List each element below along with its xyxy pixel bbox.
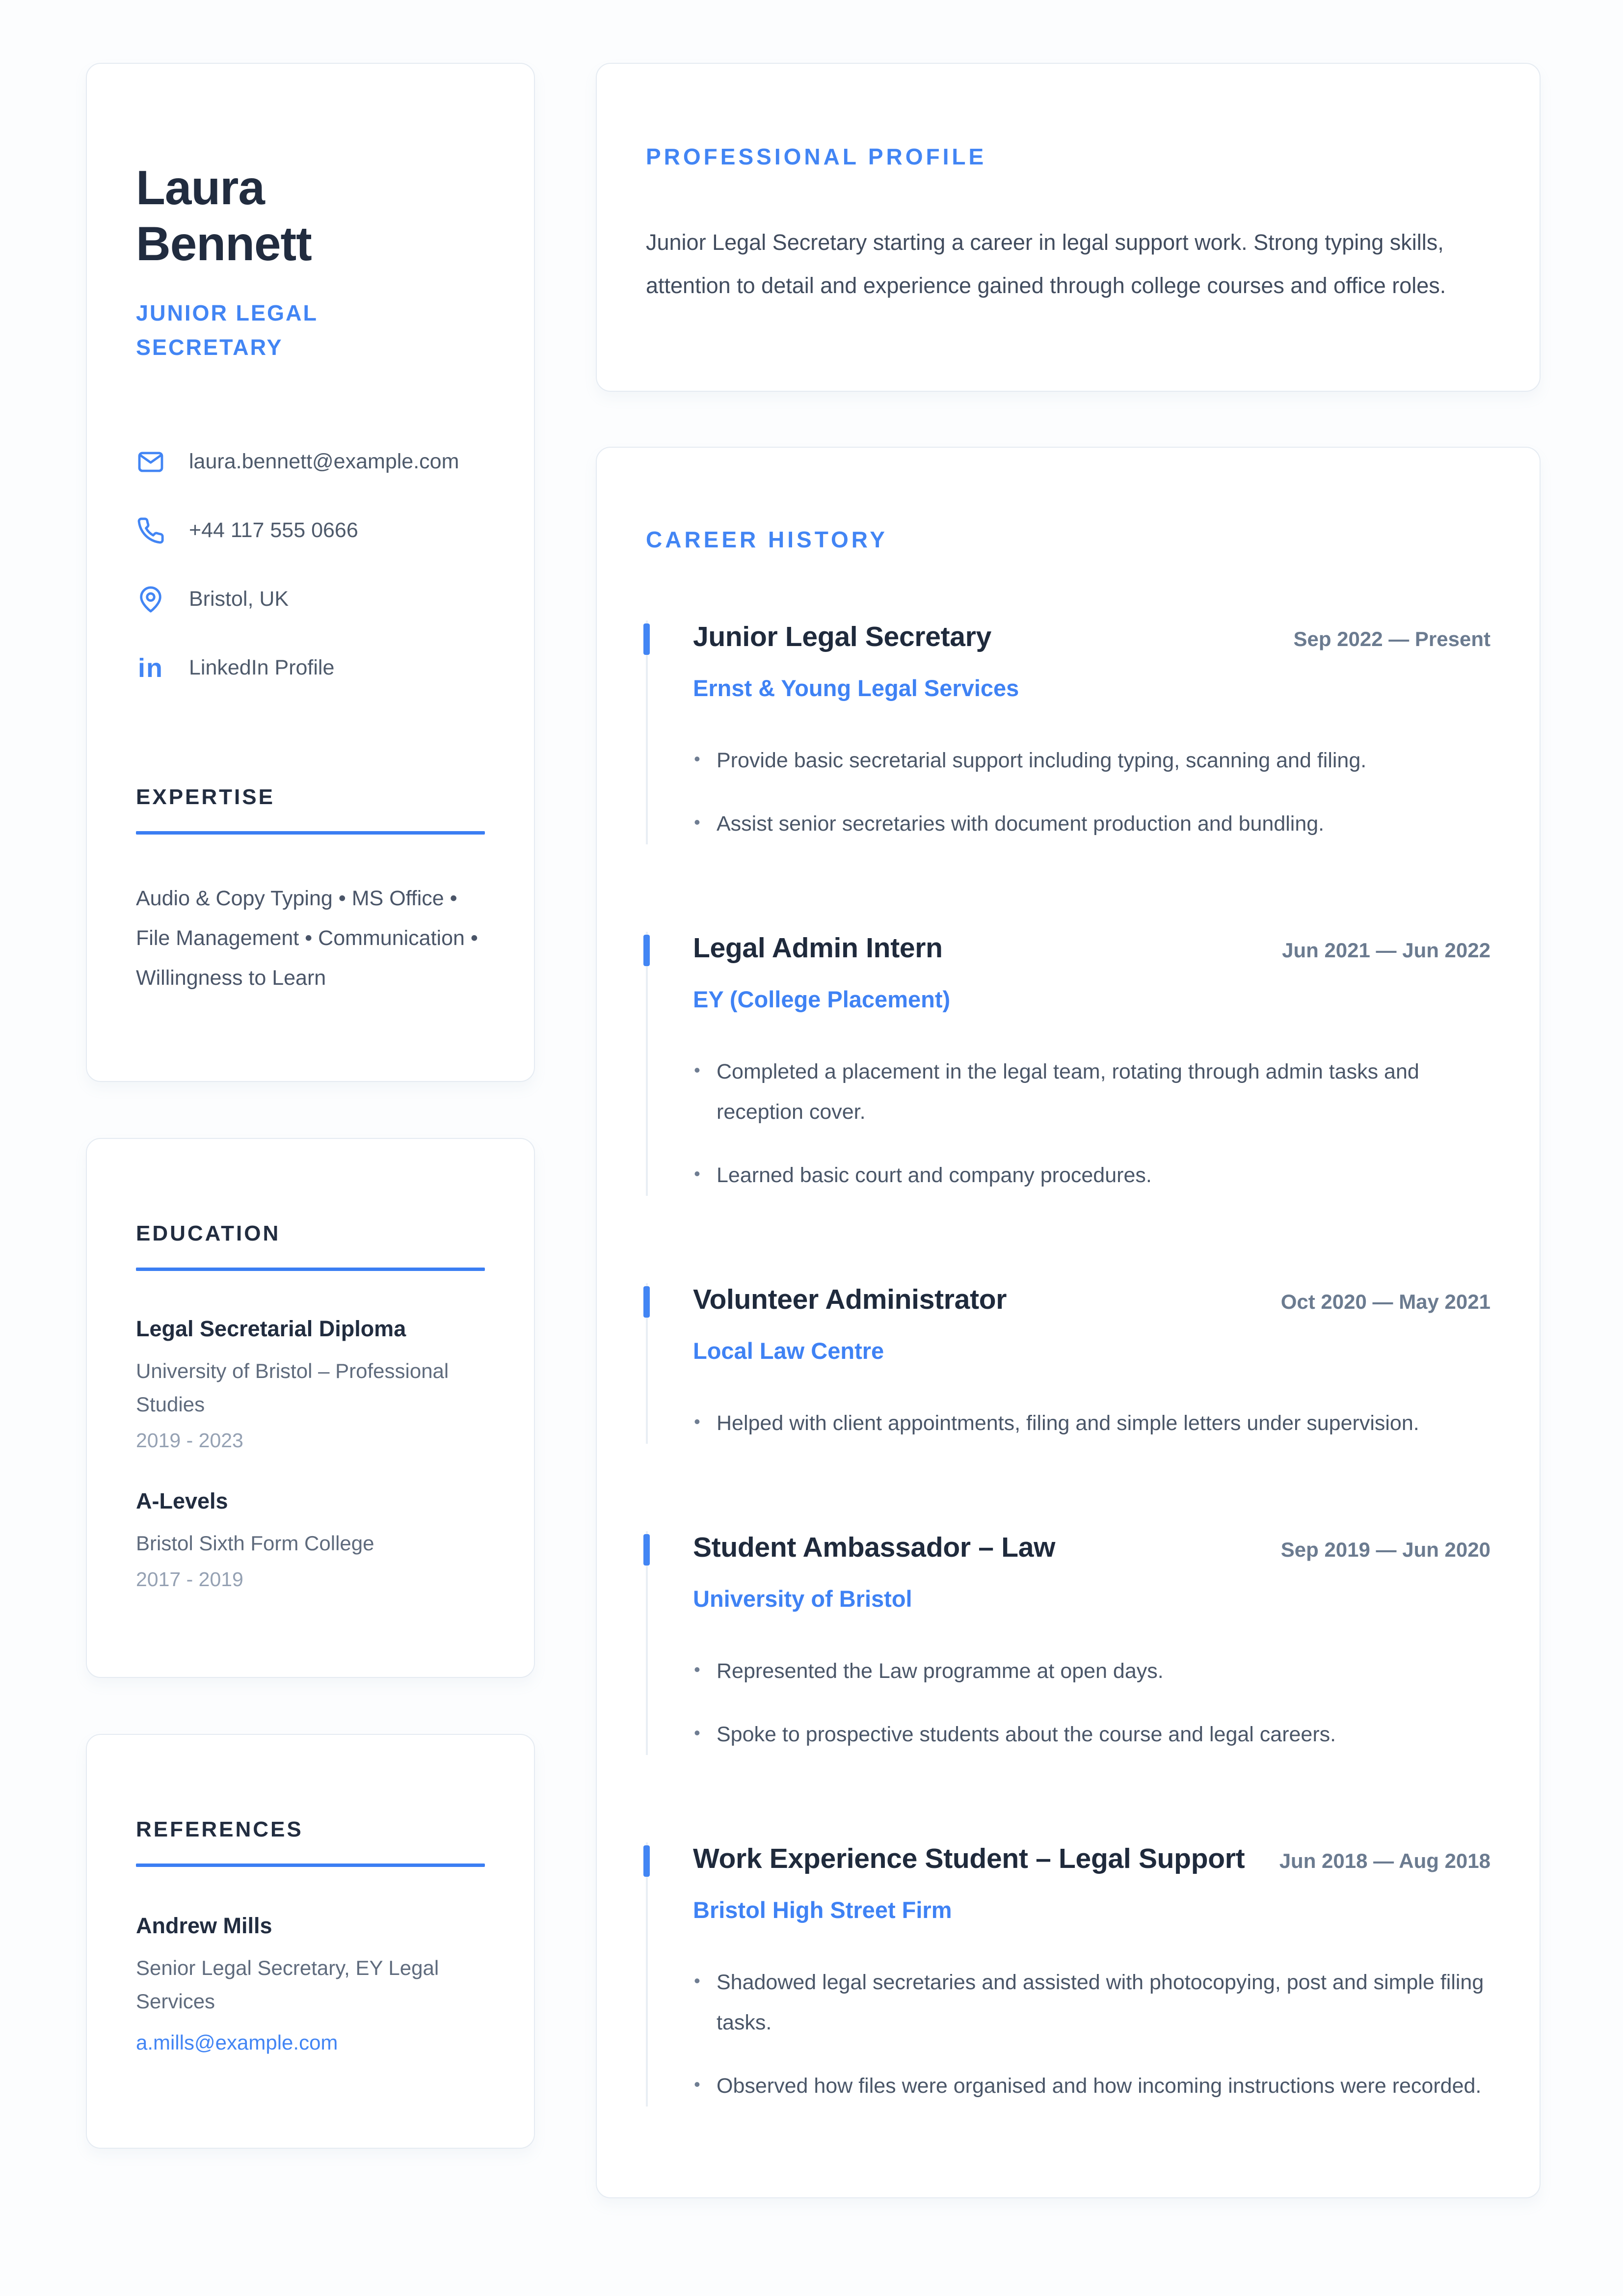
profile-heading: PROFESSIONAL PROFILE (646, 144, 987, 169)
contact-phone-text: +44 117 555 0666 (189, 518, 358, 542)
person-role: JUNIOR LEGAL SECRETARY (136, 300, 318, 360)
job-bullet: • Represented the Law programme at open days. (693, 1651, 1490, 1692)
reference-name: Andrew Mills (136, 1913, 272, 1939)
contact-row-phone (136, 516, 485, 545)
job-title: Work Experience Student – Legal Support (693, 1843, 1245, 1874)
contact-email-text[interactable]: laura.bennett@example.com (189, 450, 459, 474)
references-card (86, 1734, 535, 2149)
main-column (596, 63, 1541, 2198)
job-entry (646, 1283, 1490, 1444)
job-accent-bar (643, 623, 650, 655)
job-entry (646, 1842, 1490, 2107)
section-divider (136, 1268, 485, 1271)
education-degree: Legal Secretarial Diploma (136, 1316, 406, 1342)
job-bullet: • Assist senior secretaries with document production and bundling. (693, 804, 1490, 844)
job-dates: Oct 2020 — May 2021 (1280, 1290, 1490, 1313)
job-company: Bristol High Street Firm (693, 1897, 952, 1923)
education-entry (136, 1488, 485, 1591)
mail-icon (136, 447, 165, 477)
job-entry (646, 1531, 1490, 1755)
contact-row-linkedin[interactable] (136, 653, 485, 683)
references-heading: REFERENCES (136, 1817, 303, 1842)
job-title: Legal Admin Intern (693, 932, 943, 964)
contact-list (136, 447, 485, 683)
person-name: Laura Bennett (136, 161, 312, 270)
job-bullet: • Learned basic court and company procedures. (693, 1156, 1490, 1196)
job-title: Junior Legal Secretary (693, 621, 991, 652)
job-company: University of Bristol (693, 1585, 912, 1612)
section-divider (136, 831, 485, 835)
job-entry (646, 621, 1490, 844)
job-bullet: • Provide basic secretarial support including typing, scanning and filing. (693, 741, 1490, 781)
job-accent-bar (643, 1286, 650, 1318)
career-card (596, 447, 1541, 2199)
education-school: Bristol Sixth Form College (136, 1532, 374, 1555)
job-bullet: • Spoke to prospective students about the course and legal careers. (693, 1715, 1490, 1755)
job-company: Local Law Centre (693, 1337, 884, 1364)
profile-card (596, 63, 1541, 392)
identity-card (86, 63, 535, 1082)
job-title-row (693, 1283, 1490, 1316)
education-years: 2017 - 2019 (136, 1568, 243, 1591)
job-dates: Sep 2019 — Jun 2020 (1280, 1538, 1490, 1561)
job-company: EY (College Placement) (693, 986, 951, 1012)
job-list (646, 621, 1490, 2107)
job-title: Student Ambassador – Law (693, 1531, 1056, 1563)
job-bullet-list (693, 1963, 1490, 2107)
job-bullet-list (693, 741, 1490, 844)
job-title-row (693, 1531, 1490, 1564)
contact-row-email[interactable] (136, 447, 485, 477)
contact-location-text: Bristol, UK (189, 587, 289, 611)
reference-role: Senior Legal Secretary, EY Legal Services (136, 1956, 439, 2013)
skills-text: Audio & Copy Typing • MS Office • File Management • Communication • Willingness to Learn (136, 886, 478, 990)
contact-row-location (136, 585, 485, 614)
contact-linkedin-text[interactable]: LinkedIn Profile (189, 656, 335, 680)
phone-icon (136, 516, 165, 545)
career-heading: CAREER HISTORY (646, 526, 888, 552)
job-accent-bar (643, 1534, 650, 1566)
profile-text: Junior Legal Secretary starting a career in legal support work. Strong typing skills, attention to detail and experience gained through college courses and office roles. (646, 230, 1446, 298)
job-accent-bar (643, 935, 650, 966)
education-card (86, 1138, 535, 1678)
reference-email-link[interactable]: a.mills@example.com (136, 2031, 338, 2054)
job-title: Volunteer Administrator (693, 1283, 1007, 1315)
expertise-heading: EXPERTISE (136, 784, 275, 809)
job-bullet: • Shadowed legal secretaries and assisted with photocopying, post and simple filing tasks. (693, 1963, 1490, 2043)
job-bullet: • Observed how files were organised and how incoming instructions were recorded. (693, 2066, 1490, 2107)
job-dates: Jun 2018 — Aug 2018 (1279, 1849, 1490, 1872)
education-degree: A-Levels (136, 1488, 228, 1514)
job-bullet-list (693, 1052, 1490, 1196)
job-accent-bar (643, 1845, 650, 1877)
section-divider (136, 1864, 485, 1867)
job-title-row (693, 1842, 1490, 1875)
job-bullet-list (693, 1651, 1490, 1755)
education-years: 2019 - 2023 (136, 1429, 243, 1452)
education-school: University of Bristol – Professional Studies (136, 1359, 449, 1416)
expertise-section (136, 785, 485, 998)
sidebar-column (86, 63, 535, 2149)
education-heading: EDUCATION (136, 1221, 281, 1246)
map-pin-icon (136, 585, 165, 614)
job-entry (646, 932, 1490, 1196)
job-bullet: • Helped with client appointments, filing and simple letters under supervision. (693, 1404, 1490, 1444)
job-bullet-list (693, 1404, 1490, 1444)
job-title-row (693, 932, 1490, 964)
job-dates: Sep 2022 — Present (1293, 627, 1490, 650)
job-title-row (693, 621, 1490, 653)
job-dates: Jun 2021 — Jun 2022 (1282, 938, 1490, 962)
linkedin-icon: in (138, 653, 163, 683)
job-bullet: • Completed a placement in the legal team, rotating through admin tasks and reception cover. (693, 1052, 1490, 1132)
education-entry (136, 1316, 485, 1452)
job-company: Ernst & Young Legal Services (693, 675, 1019, 701)
